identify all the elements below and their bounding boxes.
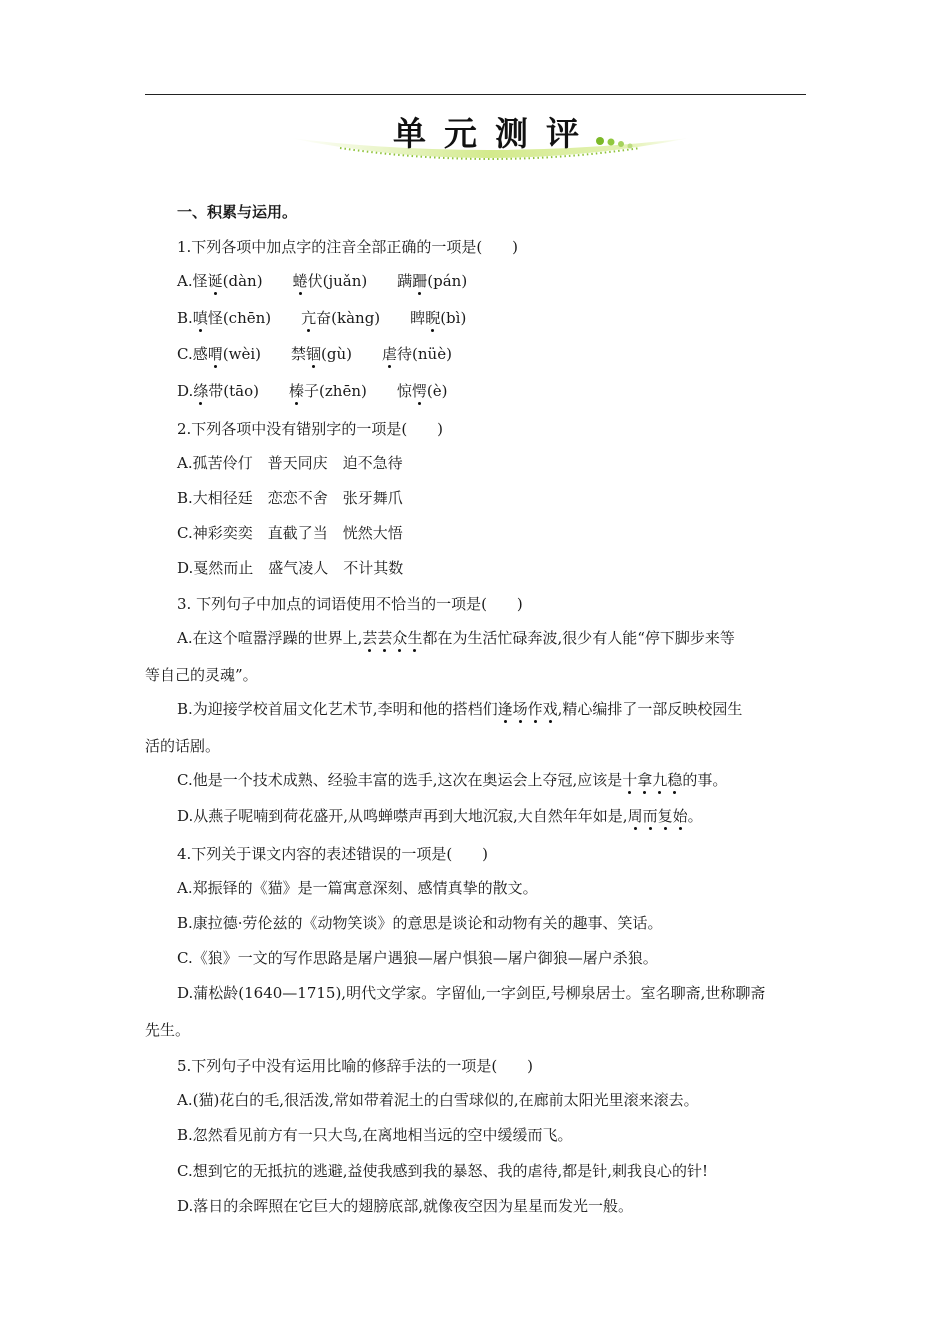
dotted-char: 众 — [392, 629, 408, 647]
option-line — [145, 382, 447, 400]
option-label: B. — [177, 309, 193, 327]
option-word: 嗔怪(chēn) — [192, 309, 272, 327]
option-line — [145, 700, 742, 718]
dotted-char: 芸 — [362, 629, 378, 647]
dotted-char: 喟 — [207, 345, 223, 363]
option-word: 绦带(tāo) — [193, 382, 259, 400]
dotted-char: 稳 — [667, 771, 683, 789]
dotted-char: 戏 — [542, 700, 558, 718]
option-line — [145, 309, 466, 327]
option-line: C.想到它的无抵抗的逃避,益使我感到我的暴怒、我的虐待,都是针,刺我良心的针! — [177, 1162, 709, 1180]
option-line: D.戛然而止 盛气凌人 不计其数 — [177, 559, 404, 577]
question-stem: 1.下列各项中加点字的注音全部正确的一项是( ) — [177, 238, 519, 256]
option-line: B.忽然看见前方有一只大鸟,在离地相当远的空中缓缓而飞。 — [177, 1126, 573, 1144]
option-line: D.落日的余晖照在它巨大的翅膀底部,就像夜空因为星星而发光一般。 — [177, 1197, 634, 1215]
option-continuation: 等自己的灵魂”。 — [145, 666, 258, 684]
dotted-phrase — [622, 771, 682, 789]
option-line: A.郑振铎的《猫》是一篇寓意深刻、感情真挚的散文。 — [177, 879, 538, 897]
option-continuation: 活的话剧。 — [145, 737, 221, 755]
dotted-char: 跚 — [412, 272, 428, 290]
dotted-char: 睨 — [425, 309, 441, 327]
option-text: 都在为生活忙碌奔波,很少有人能“停下脚步来等 — [422, 629, 735, 647]
dotted-char: 作 — [527, 700, 543, 718]
option-line: C.《狼》一文的写作思路是屠户遇狼—屠户惧狼—屠户御狼—屠户杀狼。 — [177, 949, 658, 967]
dotted-char: 始 — [672, 807, 688, 825]
option-text: 的事。 — [682, 771, 728, 789]
dotted-char: 锢 — [306, 345, 322, 363]
dotted-char: 场 — [512, 700, 528, 718]
option-text: ,精心编排了一部反映校园生 — [557, 700, 743, 718]
question-stem: 5.下列句子中没有运用比喻的修辞手法的一项是( ) — [177, 1057, 534, 1075]
option-word: 亢奋(kàng) — [301, 309, 381, 327]
option-word: 禁锢(gù) — [290, 345, 352, 363]
option-word: 感喟(wèi) — [192, 345, 261, 363]
option-label: D. — [177, 807, 194, 825]
option-text: 在这个喧嚣浮躁的世界上, — [192, 629, 363, 647]
option-label: B. — [177, 700, 193, 718]
dotted-char: 愕 — [411, 382, 427, 400]
dotted-char: 榛 — [289, 382, 305, 400]
option-line — [145, 345, 452, 363]
dotted-char: 周 — [627, 807, 643, 825]
option-word: 榛子(zhēn) — [289, 382, 367, 400]
option-word: 蜷伏(juǎn) — [292, 272, 368, 290]
dotted-char: 蜷 — [292, 272, 308, 290]
option-word: 惊愕(è) — [396, 382, 448, 400]
option-word: 蹒跚(pán) — [397, 272, 468, 290]
option-line: A.(猫)花白的毛,很活泼,常如带着泥土的白雪球似的,在廊前太阳光里滚来滚去。 — [177, 1091, 699, 1109]
option-text: 他是一个技术成熟、经验丰富的选手,这次在奥运会上夺冠,应该是 — [192, 771, 623, 789]
option-text: 从燕子呢喃到荷花盛开,从鸣蝉噤声再到大地沉寂,大自然年年如是, — [193, 807, 628, 825]
option-label: C. — [177, 771, 193, 789]
dotted-phrase — [362, 629, 422, 647]
dotted-char: 拿 — [637, 771, 653, 789]
dotted-char: 诞 — [207, 272, 223, 290]
dotted-char: 九 — [652, 771, 668, 789]
question-stem: 2.下列各项中没有错别字的一项是( ) — [177, 420, 444, 438]
dotted-char: 绦 — [193, 382, 209, 400]
option-line: C.神彩奕奕 直截了当 恍然大悟 — [177, 524, 403, 542]
option-line — [145, 807, 703, 825]
dotted-char: 虐 — [382, 345, 398, 363]
question-stem: 4.下列关于课文内容的表述错误的一项是( ) — [177, 845, 489, 863]
option-text: 。 — [687, 807, 703, 825]
dotted-char: 而 — [642, 807, 658, 825]
section-heading: 一、积累与运用。 — [177, 203, 298, 221]
dotted-char: 生 — [407, 629, 423, 647]
option-label: D. — [177, 382, 194, 400]
option-line: B.康拉德·劳伦兹的《动物笑谈》的意思是谈论和动物有关的趣事、笑话。 — [177, 914, 663, 932]
dotted-char: 十 — [622, 771, 638, 789]
dotted-char: 复 — [657, 807, 673, 825]
option-line — [145, 629, 735, 647]
dotted-char: 亢 — [301, 309, 317, 327]
page-title: 单元测评 — [393, 114, 597, 153]
option-line: A.孤苦伶仃 普天同庆 迫不急待 — [177, 454, 403, 472]
option-label: A. — [177, 272, 193, 290]
dotted-char: 芸 — [377, 629, 393, 647]
question-stem: 3. 下列句子中加点的词语使用不恰当的一项是( ) — [177, 595, 523, 613]
dotted-phrase — [498, 700, 558, 718]
dotted-phrase — [628, 807, 688, 825]
option-word: 怪诞(dàn) — [192, 272, 263, 290]
option-line — [145, 272, 467, 290]
dotted-char: 逢 — [497, 700, 513, 718]
option-line: B.大相径廷 恋恋不舍 张牙舞爪 — [177, 489, 403, 507]
unit-banner — [285, 100, 695, 175]
option-continuation: 先生。 — [145, 1021, 191, 1039]
option-line — [145, 771, 727, 789]
option-label: A. — [177, 629, 193, 647]
option-text: 为迎接学校首届文化艺术节,李明和他的搭档们 — [192, 700, 498, 718]
option-word: 睥睨(bì) — [410, 309, 467, 327]
option-word: 虐待(nüè) — [382, 345, 452, 363]
dotted-char: 嗔 — [192, 309, 208, 327]
option-line: D.蒲松龄(1640—1715),明代文学家。字留仙,一字剑臣,号柳泉居士。室名聊斋,世称聊斋 — [177, 984, 766, 1002]
option-label: C. — [177, 345, 193, 363]
header-rule — [145, 94, 806, 95]
